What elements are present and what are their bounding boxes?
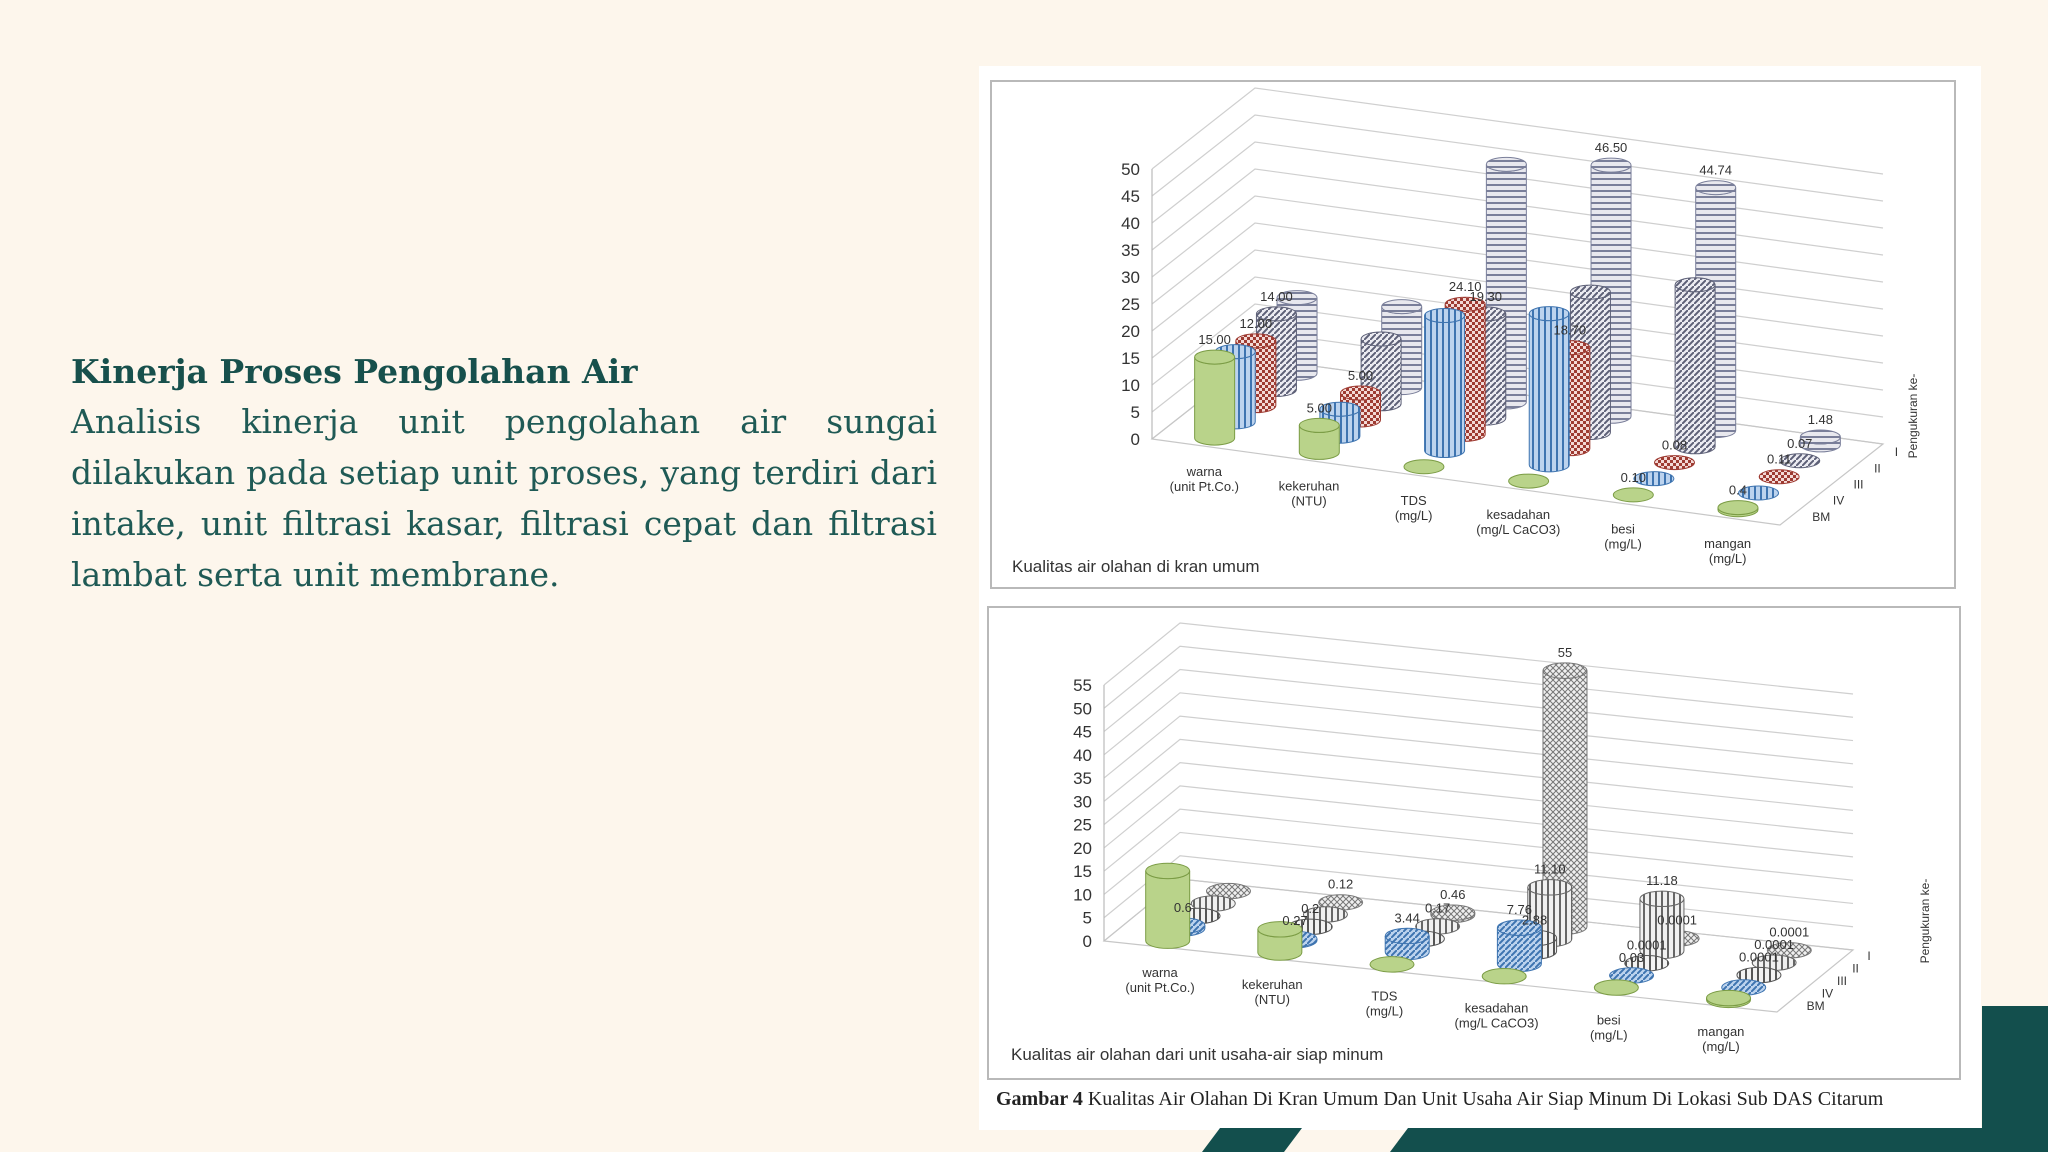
x-tick-label: mangan (mg/L) — [1697, 1024, 1745, 1055]
y-tick-label: 0 — [1130, 430, 1140, 449]
data-label: 18.70 — [1553, 322, 1587, 338]
x-tick-label: TDS (mg/L) — [1394, 492, 1433, 523]
x-tick-label: TDS (mg/L) — [1365, 988, 1404, 1019]
bar-top — [1718, 501, 1758, 515]
y-tick-label: 35 — [1121, 241, 1140, 260]
data-label: 0.11 — [1766, 451, 1792, 467]
bar-BM-4 — [1613, 488, 1653, 502]
data-label: 3.44 — [1394, 910, 1420, 926]
data-label: 7.76 — [1506, 901, 1533, 917]
series-label: BM — [1812, 509, 1831, 524]
y-tick-label: 30 — [1121, 268, 1140, 287]
bar-top — [1528, 880, 1572, 895]
bar-top — [1425, 309, 1465, 323]
chart-kran-umum-svg — [992, 82, 1958, 591]
y-tick-label: 20 — [1073, 838, 1092, 858]
caption-bold: Gambar 4 — [996, 1088, 1083, 1110]
series-label: II — [1874, 461, 1881, 476]
x-tick-label: kesadahan (mg/L CaCO3) — [1476, 507, 1561, 538]
series-label: I — [1867, 949, 1871, 964]
data-label: 0.0001 — [1739, 949, 1779, 965]
series-label: IV — [1832, 493, 1845, 508]
bars — [1195, 157, 1841, 516]
data-label: 0.10 — [1620, 469, 1646, 485]
bar-top — [1146, 863, 1190, 878]
data-label: 19.30 — [1469, 288, 1503, 304]
bar-top — [1299, 418, 1339, 432]
bar-BM-2 — [1370, 957, 1414, 972]
y-tick-label: 25 — [1121, 295, 1140, 314]
y-tick-label: 40 — [1073, 745, 1092, 765]
data-label: 0.0001 — [1754, 936, 1794, 952]
bar-top — [1591, 158, 1631, 172]
series-label: III — [1853, 477, 1864, 492]
data-label: 0.27 — [1282, 913, 1308, 929]
data-label: 0.6 — [1173, 899, 1192, 915]
data-label: 0.17 — [1424, 900, 1451, 916]
series-label: II — [1852, 961, 1859, 976]
slide-paragraph: Analisis kinerja unit pengolahan air sungai dilakukan pada setiap unit proses, yang terdiri dari intake, unit filtrasi kasar, filtrasi cepat dan filtrasi lambat serta unit membrane. — [71, 402, 937, 594]
bar-IV-3 — [1497, 920, 1541, 972]
data-label: 0.12 — [1327, 876, 1354, 892]
series-label: BM — [1806, 998, 1825, 1013]
x-tick-label: mangan (mg/L) — [1704, 535, 1752, 566]
y-tick-label: 0 — [1082, 932, 1092, 951]
bar-top — [1195, 350, 1235, 364]
bar-top — [1486, 157, 1526, 171]
chart-kran-umum — [990, 80, 1956, 589]
bar-top — [1640, 891, 1684, 906]
data-label: 0.0001 — [1626, 937, 1667, 953]
bar-body — [1425, 316, 1465, 458]
bar-BM-3 — [1509, 474, 1549, 488]
bar-top — [1696, 181, 1736, 195]
y-tick-label: 10 — [1073, 885, 1092, 905]
data-label: 24.10 — [1448, 279, 1482, 295]
data-label: 46.50 — [1594, 140, 1628, 156]
data-label: 0.07 — [1787, 435, 1813, 451]
bar-top — [1707, 990, 1751, 1005]
data-label: 14.00 — [1260, 288, 1293, 304]
bar-top — [1385, 928, 1429, 943]
bar-top — [1382, 300, 1422, 314]
x-tick-label: besi (mg/L) — [1604, 521, 1642, 552]
bar-top — [1594, 980, 1638, 995]
y-tick-label: 5 — [1130, 403, 1140, 422]
chart-title: Kualitas air olahan di kran umum — [1012, 557, 1260, 576]
x-tick-label: besi (mg/L) — [1589, 1012, 1628, 1043]
bar-top — [1509, 474, 1549, 488]
bar-III-5 — [1759, 470, 1799, 484]
data-label: 0.2 — [1301, 901, 1320, 917]
bar-IV-2 — [1425, 309, 1465, 458]
y-tick-label: 15 — [1073, 862, 1092, 882]
gridline — [1104, 623, 1853, 694]
text-block — [71, 348, 937, 600]
data-label: 0.0001 — [1769, 924, 1810, 940]
bar-IV-2 — [1385, 928, 1429, 959]
data-label: 15.00 — [1198, 332, 1231, 348]
slide-heading: Kinerja Proses Pengolahan Air — [71, 352, 638, 391]
bar-body — [1195, 357, 1235, 445]
depth-axis-title: Pengukuran ke- — [1918, 878, 1932, 964]
y-tick-label: 15 — [1121, 349, 1140, 368]
x-tick-label: warna (unit Pt.Co.) — [1125, 964, 1195, 995]
y-tick-label: 45 — [1073, 722, 1092, 742]
chart-usaha-air-svg — [989, 608, 1963, 1082]
bar-top — [1361, 332, 1401, 346]
bar-top — [1570, 285, 1610, 299]
y-tick-label: 50 — [1073, 699, 1092, 719]
y-tick-label: 5 — [1082, 908, 1092, 928]
data-label: 12.00 — [1239, 315, 1273, 331]
chart-title: Kualitas air olahan dari unit usaha-air siap minum — [1011, 1045, 1384, 1064]
data-label: 5.00 — [1306, 400, 1332, 416]
data-label: 11.18 — [1646, 873, 1678, 889]
series-label: III — [1837, 974, 1848, 988]
bar-II-4 — [1675, 278, 1715, 454]
y-tick-label: 10 — [1121, 376, 1140, 395]
x-tick-label: kekeruhan (NTU) — [1278, 478, 1340, 509]
data-label: 5.00 — [1347, 368, 1374, 383]
bar-top — [1759, 470, 1799, 484]
figure-caption — [996, 1088, 1883, 1111]
bar-BM-4 — [1594, 980, 1638, 995]
y-tick-label: 45 — [1121, 187, 1140, 206]
data-label: 0.08 — [1661, 437, 1688, 453]
data-label: 44.74 — [1699, 162, 1732, 178]
depth-axis-title: Pengukuran ke- — [1906, 373, 1920, 459]
x-tick-label: warna (unit Pt.Co.) — [1169, 464, 1240, 495]
bar-BM-0 — [1195, 350, 1235, 445]
bar-BM-5 — [1707, 990, 1751, 1007]
caption-text: Kualitas Air Olahan Di Kran Umum Dan Unit Usaha Air Siap Minum Di Lokasi Sub DAS Citarum — [1082, 1088, 1884, 1110]
bar-top — [1529, 307, 1569, 321]
y-tick-label: 40 — [1121, 214, 1140, 233]
bar-top — [1543, 663, 1587, 678]
bar-top — [1370, 957, 1414, 972]
bar-top — [1675, 278, 1715, 292]
bar-body — [1675, 285, 1715, 454]
data-label: 1.48 — [1807, 411, 1834, 427]
bar-BM-5 — [1718, 501, 1758, 517]
deco-stripes — [1190, 1128, 2048, 1152]
y-tick-label: 25 — [1073, 815, 1092, 835]
bar-top — [1613, 488, 1653, 502]
bar-BM-1 — [1299, 418, 1339, 459]
x-tick-label: kesadahan (mg/L CaCO3) — [1454, 1000, 1539, 1031]
y-tick-label: 30 — [1073, 792, 1092, 812]
data-label: 55 — [1557, 644, 1573, 660]
series-label: I — [1894, 445, 1899, 460]
y-tick-label: 20 — [1121, 322, 1140, 341]
data-label: 2.88 — [1521, 912, 1548, 928]
y-tick-label: 55 — [1073, 676, 1092, 695]
bar-top — [1341, 386, 1381, 400]
series-label: IV — [1821, 986, 1834, 1001]
data-label: 0.0001 — [1657, 912, 1698, 928]
bar-top — [1482, 969, 1526, 984]
data-label: 0.03 — [1618, 949, 1645, 965]
bar-BM-2 — [1404, 460, 1444, 474]
bar-BM-3 — [1482, 969, 1526, 984]
bar-III-4 — [1655, 456, 1695, 470]
chart-usaha-air — [987, 606, 1961, 1080]
data-label: 0.46 — [1440, 886, 1466, 902]
y-tick-label: 50 — [1121, 160, 1140, 179]
data-label: 11.10 — [1533, 861, 1566, 877]
x-tick-label: kekeruhan (NTU) — [1241, 976, 1303, 1007]
y-tick-label: 35 — [1073, 769, 1092, 789]
bar-top — [1404, 460, 1444, 474]
bar-top — [1655, 456, 1695, 470]
data-label: 0.4 — [1728, 482, 1748, 498]
